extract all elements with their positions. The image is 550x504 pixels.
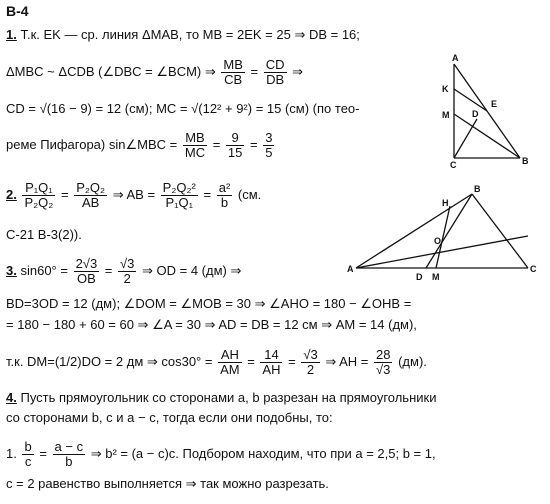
p1-line3: CD = √(16 − 9) = 12 (см); MC = √(12² + 9²) = 15 (см) (по тео-	[6, 101, 360, 116]
p3-number: 3.	[6, 262, 17, 278]
p3-text1: sin60° =	[20, 262, 68, 278]
fig2-label-H: H	[442, 198, 449, 208]
fig2-label-C: C	[530, 264, 537, 274]
p4-line1	[6, 390, 436, 406]
p4-frac2: $\frac{a - c}{b}$	[54, 439, 84, 469]
p3-line3: = 180 − 180 + 60 = 60 ⇒ ∠A = 30 ⇒ AD = DB = 12 см ⇒ AM = 14 (дм),	[6, 317, 417, 332]
p3-text4: т.к. DM=(1/2)DO = 2 дм ⇒ cos30° =	[6, 353, 213, 369]
fig1-lines	[454, 64, 520, 158]
p3-text4c: (дм).	[398, 353, 427, 369]
p3-line4: т.к. DM=(1/2)DO = 2 дм ⇒ cos30° = $\frac{AH}{AM}$ = $\frac{14}{AH}$ = $\frac{√3}{2}$ ⇒ AH = $\frac{28}{√3}$ (дм).	[6, 347, 427, 377]
p3-frac6: $\frac{28}{√3}$	[376, 347, 391, 377]
p4-text1: Пусть прямоугольник со сторонами a, b разрезан на прямоугольники	[20, 390, 437, 405]
p2-frac3: $\frac{\text{P₂Q₂²}}{\text{P₁Q₁}}$	[162, 180, 196, 210]
p3-frac4: $\frac{14}{AH}$	[262, 347, 281, 377]
p1-text4: реме Пифагора) sin∠MBC =	[6, 136, 178, 152]
fig1-label-A: A	[452, 53, 459, 63]
fig1-label-C: C	[450, 160, 457, 170]
p1-frac4: $\frac{9}{15}$	[227, 130, 243, 160]
p2-frac4: $\frac{\text{a²}}{b}$	[218, 180, 231, 210]
fig1-label-E: E	[491, 99, 498, 109]
p4-text3a: 1.	[6, 445, 17, 461]
p3-line2: BD=3OD = 12 (дм); ∠DOM = ∠MOB = 30 ⇒ ∠AHO = 180 − ∠OHB =	[6, 296, 412, 311]
p3-frac3: $\frac{AH}{AM}$	[220, 347, 240, 377]
fig2-label-M: M	[432, 272, 440, 282]
p3-frac1: $\frac{2√3}{OB}$	[75, 256, 98, 286]
p3-text1b: ⇒ OD = 4 (дм) ⇒	[142, 262, 242, 278]
figure-2-triangle	[344, 182, 544, 286]
p1-text2: ΔMBC ~ ΔCDB (∠DBC = ∠BCM) ⇒	[6, 63, 216, 79]
p1-frac1: $\frac{MB}{CB}$	[223, 57, 243, 87]
p1-line2: ΔMBC ~ ΔCDB (∠DBC = ∠BCM) ⇒ $\frac{MB}{CB}$ = $\frac{CD}{DB}$ ⇒	[6, 57, 304, 87]
p4-line4: c = 2 равенство выполняется ⇒ так можно разрезать.	[6, 476, 329, 491]
p2-line2: С-21 В-3(2)).	[6, 227, 82, 242]
p2-frac2: $\frac{\text{P₂Q₂}}{AB}$	[76, 180, 106, 210]
p2-mid: ⇒ AB =	[112, 186, 156, 202]
figure-1-triangle	[430, 52, 540, 172]
p1-line1	[6, 27, 360, 43]
fig1-label-K: K	[442, 84, 449, 94]
p1-frac5: $\frac{3}{5}$	[265, 130, 273, 160]
fig1-label-D: D	[472, 109, 479, 119]
p4-line2: со сторонами b, c и a − c, тогда если они подобны, то:	[6, 410, 333, 425]
p2-number: 2.	[6, 186, 17, 202]
p1-text1: Т.к. EK — ср. линия ΔMAB, то MB = 2EK = 25 ⇒ DB = 16;	[20, 27, 360, 42]
p3-text4b: ⇒ AH =	[325, 353, 369, 369]
p2-tail: (см.	[237, 186, 262, 202]
fig2-label-B: B	[474, 184, 481, 194]
p1-line4: реме Пифагора) sin∠MBC = $\frac{MB}{MC}$ = $\frac{9}{15}$ = $\frac{3}{5}$	[6, 130, 273, 160]
p1-frac3: $\frac{MB}{MC}$	[184, 130, 206, 160]
p4-number: 4.	[6, 390, 17, 405]
fig2-label-D: D	[416, 272, 423, 282]
p4-frac1: $\frac{b}{c}$	[24, 439, 32, 469]
p1-frac2: $\frac{CD}{DB}$	[265, 57, 285, 87]
p4-text3b: ⇒ b² = (a − c)c. Подбором находим, что при a = 2,5; b = 1,	[90, 445, 436, 461]
p2-line1: 2. $\frac{\text{P₁Q₁}}{\text{P₂Q₂}}$ = $\frac{\text{P₂Q₂}}{AB}$ ⇒ AB = $\frac{\text{P₂Q₂²}}{\text{P₁Q₁}}$ = $\frac{\text{a²}}{b}$ (см.	[6, 180, 262, 210]
p3-frac5: $\frac{√3}{2}$	[303, 347, 318, 377]
fig2-label-O: O	[434, 236, 442, 246]
fig1-label-B: B	[522, 156, 529, 166]
p4-line3: 1. $\frac{b}{c}$ = $\frac{a - c}{b}$ ⇒ b² = (a − c)c. Подбором находим, что при a = 2,5; b = 1,	[6, 439, 436, 469]
p3-line1: 3. sin60° = $\frac{2√3}{OB}$ = $\frac{√3}{2}$ ⇒ OD = 4 (дм) ⇒	[6, 256, 242, 286]
p3-frac2: $\frac{√3}{2}$	[120, 256, 135, 286]
fig1-label-M: M	[442, 110, 450, 120]
p1-number: 1.	[6, 27, 17, 42]
p2-frac1: $\frac{\text{P₁Q₁}}{\text{P₂Q₂}}$	[24, 180, 54, 210]
variant-title: В-4	[6, 3, 29, 19]
fig2-label-A: A	[347, 264, 354, 274]
